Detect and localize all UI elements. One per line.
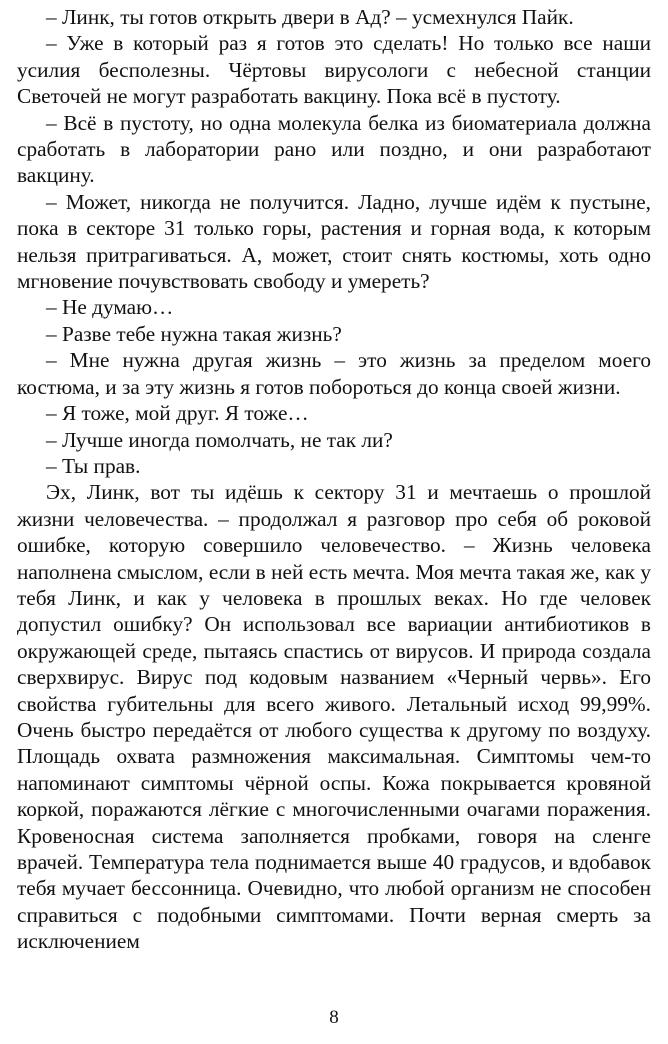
body-text xyxy=(17,4,651,955)
paragraph-dialogue-8: – Я тоже, мой друг. Я тоже… xyxy=(46,401,309,426)
paragraph-dialogue-9: – Лучше иногда помолчать, не так ли? xyxy=(46,427,393,452)
paragraph-dialogue-10: – Ты прав. xyxy=(46,453,141,478)
paragraph-narration: Эх, Линк, вот ты идёшь к сектору 31 и мечтаешь о прошлой жизни человечества. – продолжал я разговор про себя об роковой ошибке, которую совершило человечество. – Жизнь человека наполнена смыслом, если в ней есть мечта. Моя мечта такая же, как у тебя Линк, и как у человека в прошлых веках. Но где человек допустил ошибку? Он использовал все вариации антибиотиков в окружающей среде, пытаясь спастись от вирусов. И природа создала сверхвирус. Вирус под кодовым названием «Черный червь». Его свойства губительны для всего живого. Летальный исход 99,99%. Очень быстро передаётся от любого существа к другому по воздуху. Площадь охвата размножения максимальная. Симптомы чем-то напоминают симптомы чёрной оспы. Кожа покрывается кровяной коркой, поражаются лёгкие с многочисленными очагами поражения. Кровеносная система заполняется пробками, говоря на сленге врачей. Температура тела поднимается выше 40 градусов, и вдобавок тебя мучает бессонница. Очевидно, что любой организм не способен справиться с подобными симптомами. Почти верная смерть за исключением xyxy=(17,480,651,954)
paragraph-dialogue-7: – Мне нужна другая жизнь – это жизнь за пределом моего костюма, и за эту жизнь я готов побороться до конца своей жизни. xyxy=(17,348,651,399)
paragraph-dialogue-5: – Не думаю… xyxy=(46,295,174,320)
paragraph-dialogue-4: – Может, никогда не получится. Ладно, лучше идём к пустыне, пока в секторе 31 только горы, растения и горная вода, к которым нельзя притрагиваться. А, может, стоит снять костюмы, хоть одно мгновение почувствовать свободу и умереть? xyxy=(17,189,651,294)
paragraph-dialogue-1: – Линк, ты готов открыть двери в Ад? – усмехнулся Пайк. xyxy=(46,5,574,29)
paragraph-dialogue-6: – Разве тебе нужна такая жизнь? xyxy=(46,321,342,346)
page-number: 8 xyxy=(329,1007,339,1028)
paragraph-dialogue-3: – Всё в пустоту, но одна молекула белка из биоматериала должна сработать в лаборатории рано или поздно, и они разработают вакцину. xyxy=(17,110,651,188)
paragraph-dialogue-2: – Уже в который раз я готов это сделать! Но только все наши усилия бесполезны. Чёртовы вирусологи с небесной станции Светочей не могут разработать вакцину. Пока всё в пустоту. xyxy=(17,31,651,109)
